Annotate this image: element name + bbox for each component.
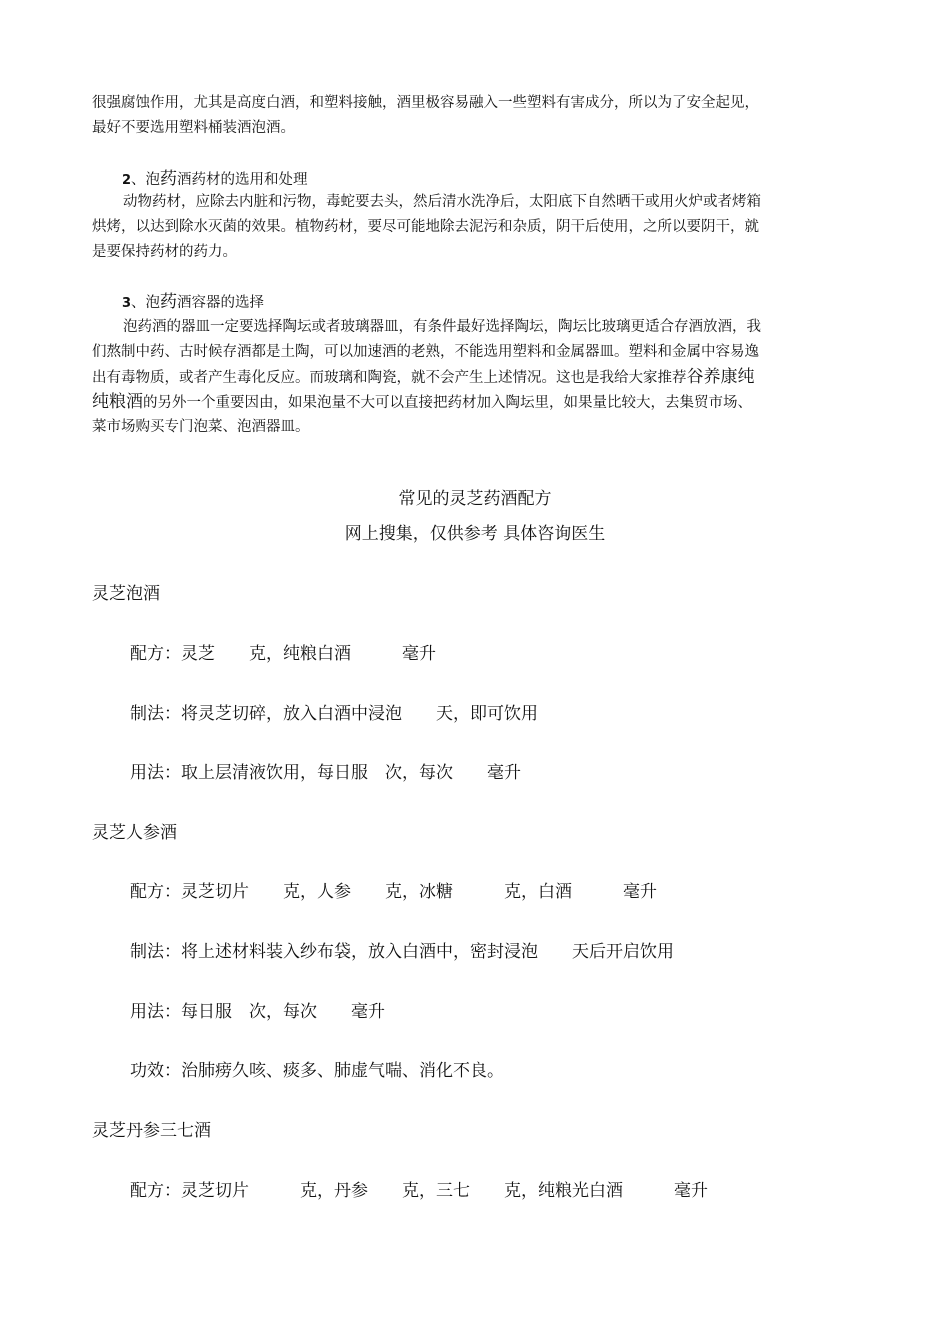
recipe-row-method: 制法：将灵芝切碎，放入白酒中浸泡 天，即可饮用 [130,704,538,724]
intro-paragraph [92,91,867,141]
section-3-title-post: 酒容器的选择 [177,295,265,311]
section-3-title-big: 药 [160,292,178,312]
brand-name-part-b: 纯粮酒 [92,392,143,412]
recipe-row-usage: 用法：取上层清液饮用，每日服 次，每次 毫升 [130,763,521,783]
section-2-line: 烘烤，以达到除水灭菌的效果。植物药材，要尽可能地除去泥污和杂质，阴干后使用，之所以要阴干，就 [92,219,759,235]
recipe-row-usage: 用法：每日服 次，每次 毫升 [130,1002,385,1022]
section-3-paragraph [92,315,867,440]
recipe-row-ingredients: 配方：灵芝 克，纯粮白酒 毫升 [130,644,436,664]
section-3-line: 们熬制中药、古时候存酒都是土陶，可以加速酒的老熟，不能选用塑料和金属器皿。塑料和金属中容易逸 [92,344,759,360]
section-3-line-text: 出有毒物质，或者产生毒化反应。而玻璃和陶瓷，就不会产生上述情况。这也是我给大家推荐 [92,370,687,386]
section-2-title-big: 药 [160,169,178,189]
recipe-row-method: 制法：将上述材料装入纱布袋，放入白酒中，密封浸泡 天后开启饮用 [130,942,674,962]
section-3-number: 3 [122,296,132,311]
section-3-line: 泡药酒的器皿一定要选择陶坛或者玻璃器皿，有条件最好选择陶坛，陶坛比玻璃更适合存酒放酒，我 [123,319,761,335]
intro-line: 很强腐蚀作用，尤其是高度白酒，和塑料接触，酒里极容易融入一些塑料有害成分，所以为了安全起见， [92,95,759,111]
section-2-number: 2 [122,173,132,188]
section-3-line: 菜市场购买专门泡菜、泡酒器皿。 [92,419,310,435]
recipe-title: 灵芝丹参三七酒 [92,1121,211,1141]
section-2-paragraph [92,190,867,265]
recipe-title: 灵芝人参酒 [92,823,177,843]
section-2-title-post: 酒药材的选用和处理 [177,172,308,188]
intro-line: 最好不要选用塑料桶装酒泡酒。 [92,120,295,136]
section-3-heading [122,290,264,316]
section-2-line: 动物药材，应除去内脏和污物，毒蛇要去头，然后清水洗净后，太阳底下自然晒干或用火炉或者烤箱 [123,194,761,210]
recipe-row-effect: 功效：治肺痨久咳、痰多、肺虚气喘、消化不良。 [130,1061,504,1081]
section-3-title-pre: 、泡 [131,295,161,311]
recipe-title: 灵芝泡酒 [92,584,160,604]
recipe-row-ingredients: 配方：灵芝切片 克，丹参 克，三七 克，纯粮光白酒 毫升 [130,1181,708,1201]
brand-name-part-a: 谷养康纯 [686,367,755,387]
recipe-row-ingredients: 配方：灵芝切片 克，人参 克，冰糖 克，白酒 毫升 [130,882,657,902]
main-title: 常见的灵芝药酒配方 [398,489,552,509]
section-3-line-text: 的另外一个重要因由，如果泡量不大可以直接把药材加入陶坛里，如果量比较大，去集贸市场、 [143,395,752,411]
section-3-line-with-brand [92,365,867,390]
subtitle: 网上搜集，仅供参考 具体咨询医生 [344,524,606,544]
section-2-line: 是要保持药材的药力。 [92,244,237,260]
section-2-title-pre: 、泡 [131,172,161,188]
section-3-line-with-brand [92,390,867,415]
